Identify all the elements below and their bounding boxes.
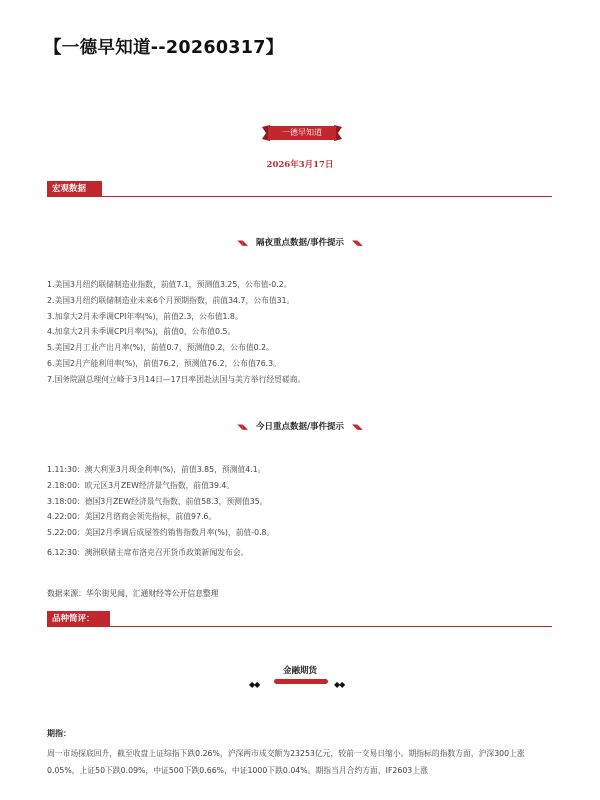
section-divider-varieties: [47, 626, 552, 627]
overnight-heading: [0, 236, 600, 248]
list-item: 5.22:00：美国2月季调后成屋签约销售指数月率(%)，前值-0.8。: [47, 528, 275, 538]
heading-deco-icon: ◥◣: [352, 423, 363, 431]
list-item: 1.11:30：澳大利亚3月现金利率(%)，前值3.85，预测值4.1。: [47, 465, 266, 474]
heading-deco-icon: ◥◣: [237, 239, 248, 247]
list-item: 3.18:00：德国3月ZEW经济景气指数，前值58.3，预测值35。: [47, 496, 268, 506]
overnight-list: [47, 277, 557, 388]
list-item: 4.22:00：美国2月谘商会领先指标，前值97.6。: [47, 512, 217, 522]
page-title: 【一德早知道--20260317】: [44, 38, 284, 58]
list-item: 2.美国3月纽约联储制造业未来6个月预期指数，前值34.7，公布值31。: [47, 295, 295, 305]
list-item: 6.美国2月产能利用率(%)，前值76.2，预测值76.2，公布值76.3。: [47, 358, 281, 368]
list-item: 6.12:30：澳洲联储主席布洛克召开货币政策新闻发布会。: [47, 547, 249, 557]
category-title: 金融期货: [282, 666, 317, 676]
diamond-icon: ◆◆: [249, 680, 260, 689]
heading-deco-icon: ◥◣: [352, 239, 363, 247]
list-item: 2.18:00：欧元区3月ZEW经济景气指数，前值39.4。: [47, 480, 235, 490]
index-paragraph: 周一市场探底回升，截至收盘上证综指下跌0.26%，沪深两市成交额为23253亿元，较前一交易日缩小。期指标的指数方面，沪深300上涨0.05%，上证50下跌0.09%，中证500下跌0.66%，中证1000下跌0.04%。期指当月合约方面，IF2603上涨: [47, 749, 525, 775]
data-source: 数据来源：华尔街见闻，汇通财经等公开信息整理: [47, 589, 219, 598]
today-heading: [0, 420, 600, 432]
today-heading-text: 今日重点数据/事件提示: [255, 422, 345, 432]
section-tab-varieties: 品种简评：: [47, 611, 110, 627]
section-tab-macro: 宏观数据: [47, 181, 102, 197]
list-item: 3.加拿大2月未季调CPI年率(%)，前值2.3，公布值1.8。: [47, 311, 243, 321]
list-item: 7.国务院副总理何立峰于3月14日—17日率团赴法国与美方举行经贸磋商。: [47, 374, 306, 384]
list-item: 1.美国3月纽约联储制造业指数，前值7.1，预测值3.25，公布值-0.2。: [47, 280, 292, 289]
heading-deco-icon: ◥◣: [237, 423, 248, 431]
section-divider-macro: [47, 196, 552, 197]
report-date: 2026年3月17日: [266, 160, 334, 170]
list-item: 4.加拿大2月未季调CPI月率(%)，前值0，公布值0.5。: [47, 327, 236, 337]
category-bar: [274, 679, 328, 684]
banner-label: 一德早知道: [282, 128, 322, 137]
diamond-icon: ◆◆: [334, 680, 345, 689]
index-label: 期指：: [47, 729, 71, 738]
overnight-heading-text: 隔夜重点数据/事件提示: [255, 238, 345, 248]
today-list: [47, 462, 557, 561]
list-item: 5.美国2月工业产出月率(%)，前值0.7，预测值0.2，公布值0.2。: [47, 343, 274, 353]
